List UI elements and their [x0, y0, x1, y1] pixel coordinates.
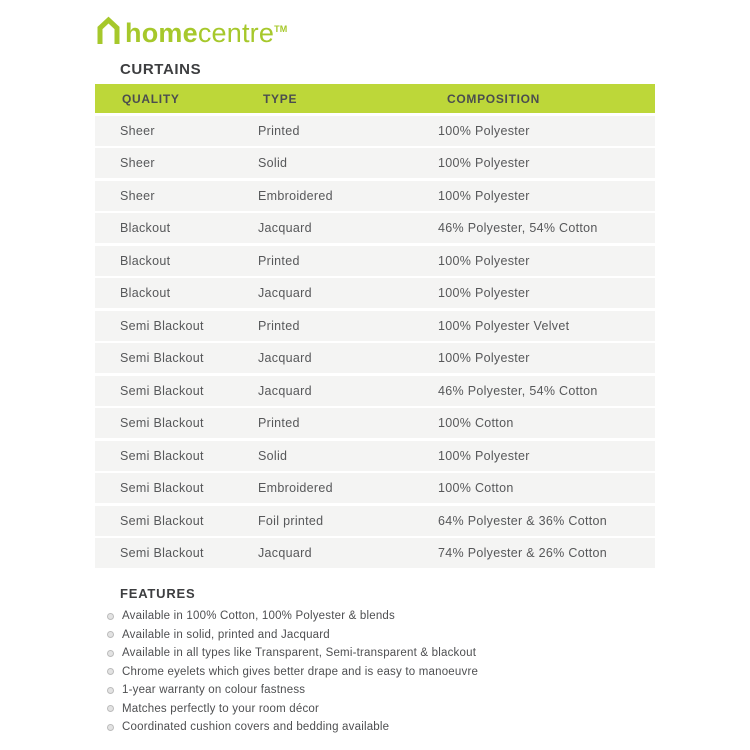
bullet-icon	[107, 613, 114, 620]
features-list	[95, 610, 655, 734]
features-title: FEATURES	[120, 586, 196, 601]
logo-word-home: home	[125, 18, 198, 48]
table-row	[95, 278, 655, 308]
feature-text: Chrome eyelets which gives better drape and is easy to manoeuvre	[122, 665, 479, 678]
feature-text: Available in 100% Cotton, 100% Polyester & blends	[122, 610, 395, 622]
quality-cell: Semi Blackout	[120, 351, 204, 365]
feature-item	[95, 666, 655, 679]
table-row	[95, 506, 655, 536]
feature-text: Available in all types like Transparent, Semi-transparent & blackout	[122, 647, 477, 659]
type-cell: Printed	[258, 318, 300, 333]
composition-cell: 100% Polyester	[438, 351, 530, 365]
table-row	[95, 441, 655, 471]
bullet-icon	[107, 687, 114, 694]
composition-cell: 46% Polyester, 54% Cotton	[438, 383, 598, 398]
quality-cell: Sheer	[120, 188, 155, 203]
page-title: CURTAINS	[120, 61, 202, 78]
type-cell: Jacquard	[258, 286, 312, 300]
table-row	[95, 538, 655, 568]
quality-cell: Sheer	[120, 156, 155, 170]
quality-cell: Semi Blackout	[120, 513, 204, 528]
composition-cell: 100% Polyester	[438, 188, 530, 203]
feature-text: Matches perfectly to your room décor	[122, 702, 320, 715]
type-cell: Embroidered	[258, 481, 333, 495]
bullet-icon	[107, 705, 114, 712]
table-row	[95, 246, 655, 276]
table-row	[95, 376, 655, 406]
bullet-icon	[107, 631, 114, 638]
quality-cell: Sheer	[120, 123, 155, 138]
quality-cell: Semi Blackout	[120, 318, 204, 333]
type-cell: Jacquard	[258, 221, 312, 235]
type-cell: Printed	[258, 416, 300, 430]
table-row	[95, 181, 655, 211]
feature-item	[95, 610, 655, 623]
column-header-composition: COMPOSITION	[447, 91, 541, 106]
table-row	[95, 408, 655, 438]
features-section	[95, 586, 655, 740]
curtains-spec-table	[95, 84, 655, 568]
feature-item	[95, 721, 655, 734]
composition-cell: 64% Polyester & 36% Cotton	[438, 513, 607, 528]
table-row	[95, 311, 655, 341]
feature-text: 1-year warranty on colour fastness	[122, 684, 306, 696]
type-cell: Printed	[258, 123, 300, 138]
composition-cell: 100% Cotton	[438, 481, 514, 495]
logo-word-centre: centre	[197, 18, 275, 48]
table-row	[95, 343, 655, 373]
quality-cell: Semi Blackout	[120, 448, 204, 463]
bullet-icon	[107, 724, 114, 731]
type-cell: Foil printed	[258, 513, 324, 528]
quality-cell: Semi Blackout	[120, 416, 204, 430]
type-cell: Solid	[258, 448, 288, 463]
logo-wordmark	[125, 13, 287, 49]
composition-cell: 74% Polyester & 26% Cotton	[438, 546, 607, 560]
table-body	[95, 116, 655, 569]
bullet-icon	[107, 668, 114, 675]
composition-cell: 46% Polyester, 54% Cotton	[438, 221, 598, 235]
type-cell: Jacquard	[258, 351, 312, 365]
composition-cell: 100% Polyester	[438, 123, 530, 138]
composition-cell: 100% Polyester	[438, 448, 530, 463]
type-cell: Printed	[258, 253, 300, 268]
trademark-symbol: TM	[274, 24, 288, 34]
feature-item	[95, 684, 655, 697]
homecentre-logo	[96, 13, 287, 49]
composition-cell: 100% Cotton	[438, 416, 514, 430]
bullet-icon	[107, 650, 114, 657]
quality-cell: Blackout	[120, 253, 171, 268]
house-icon	[96, 13, 125, 45]
feature-text: Available in solid, printed and Jacquard	[122, 628, 330, 641]
table-header-row	[95, 84, 655, 113]
composition-cell: 100% Polyester	[438, 253, 530, 268]
table-row	[95, 116, 655, 146]
quality-cell: Semi Blackout	[120, 383, 204, 398]
feature-item	[95, 647, 655, 660]
table-row	[95, 148, 655, 178]
feature-text: Coordinated cushion covers and bedding available	[122, 721, 390, 733]
type-cell: Embroidered	[258, 188, 333, 203]
column-header-quality: QUALITY	[122, 91, 180, 106]
quality-cell: Blackout	[120, 221, 171, 235]
type-cell: Solid	[258, 156, 288, 170]
type-cell: Jacquard	[258, 546, 312, 560]
table-row	[95, 473, 655, 503]
feature-item	[95, 629, 655, 642]
composition-cell: 100% Polyester	[438, 286, 530, 300]
quality-cell: Semi Blackout	[120, 481, 204, 495]
feature-item	[95, 703, 655, 716]
composition-cell: 100% Polyester Velvet	[438, 318, 570, 333]
quality-cell: Semi Blackout	[120, 546, 204, 560]
type-cell: Jacquard	[258, 383, 312, 398]
column-header-type: TYPE	[263, 91, 298, 106]
table-row	[95, 213, 655, 243]
composition-cell: 100% Polyester	[438, 156, 530, 170]
quality-cell: Blackout	[120, 286, 171, 300]
